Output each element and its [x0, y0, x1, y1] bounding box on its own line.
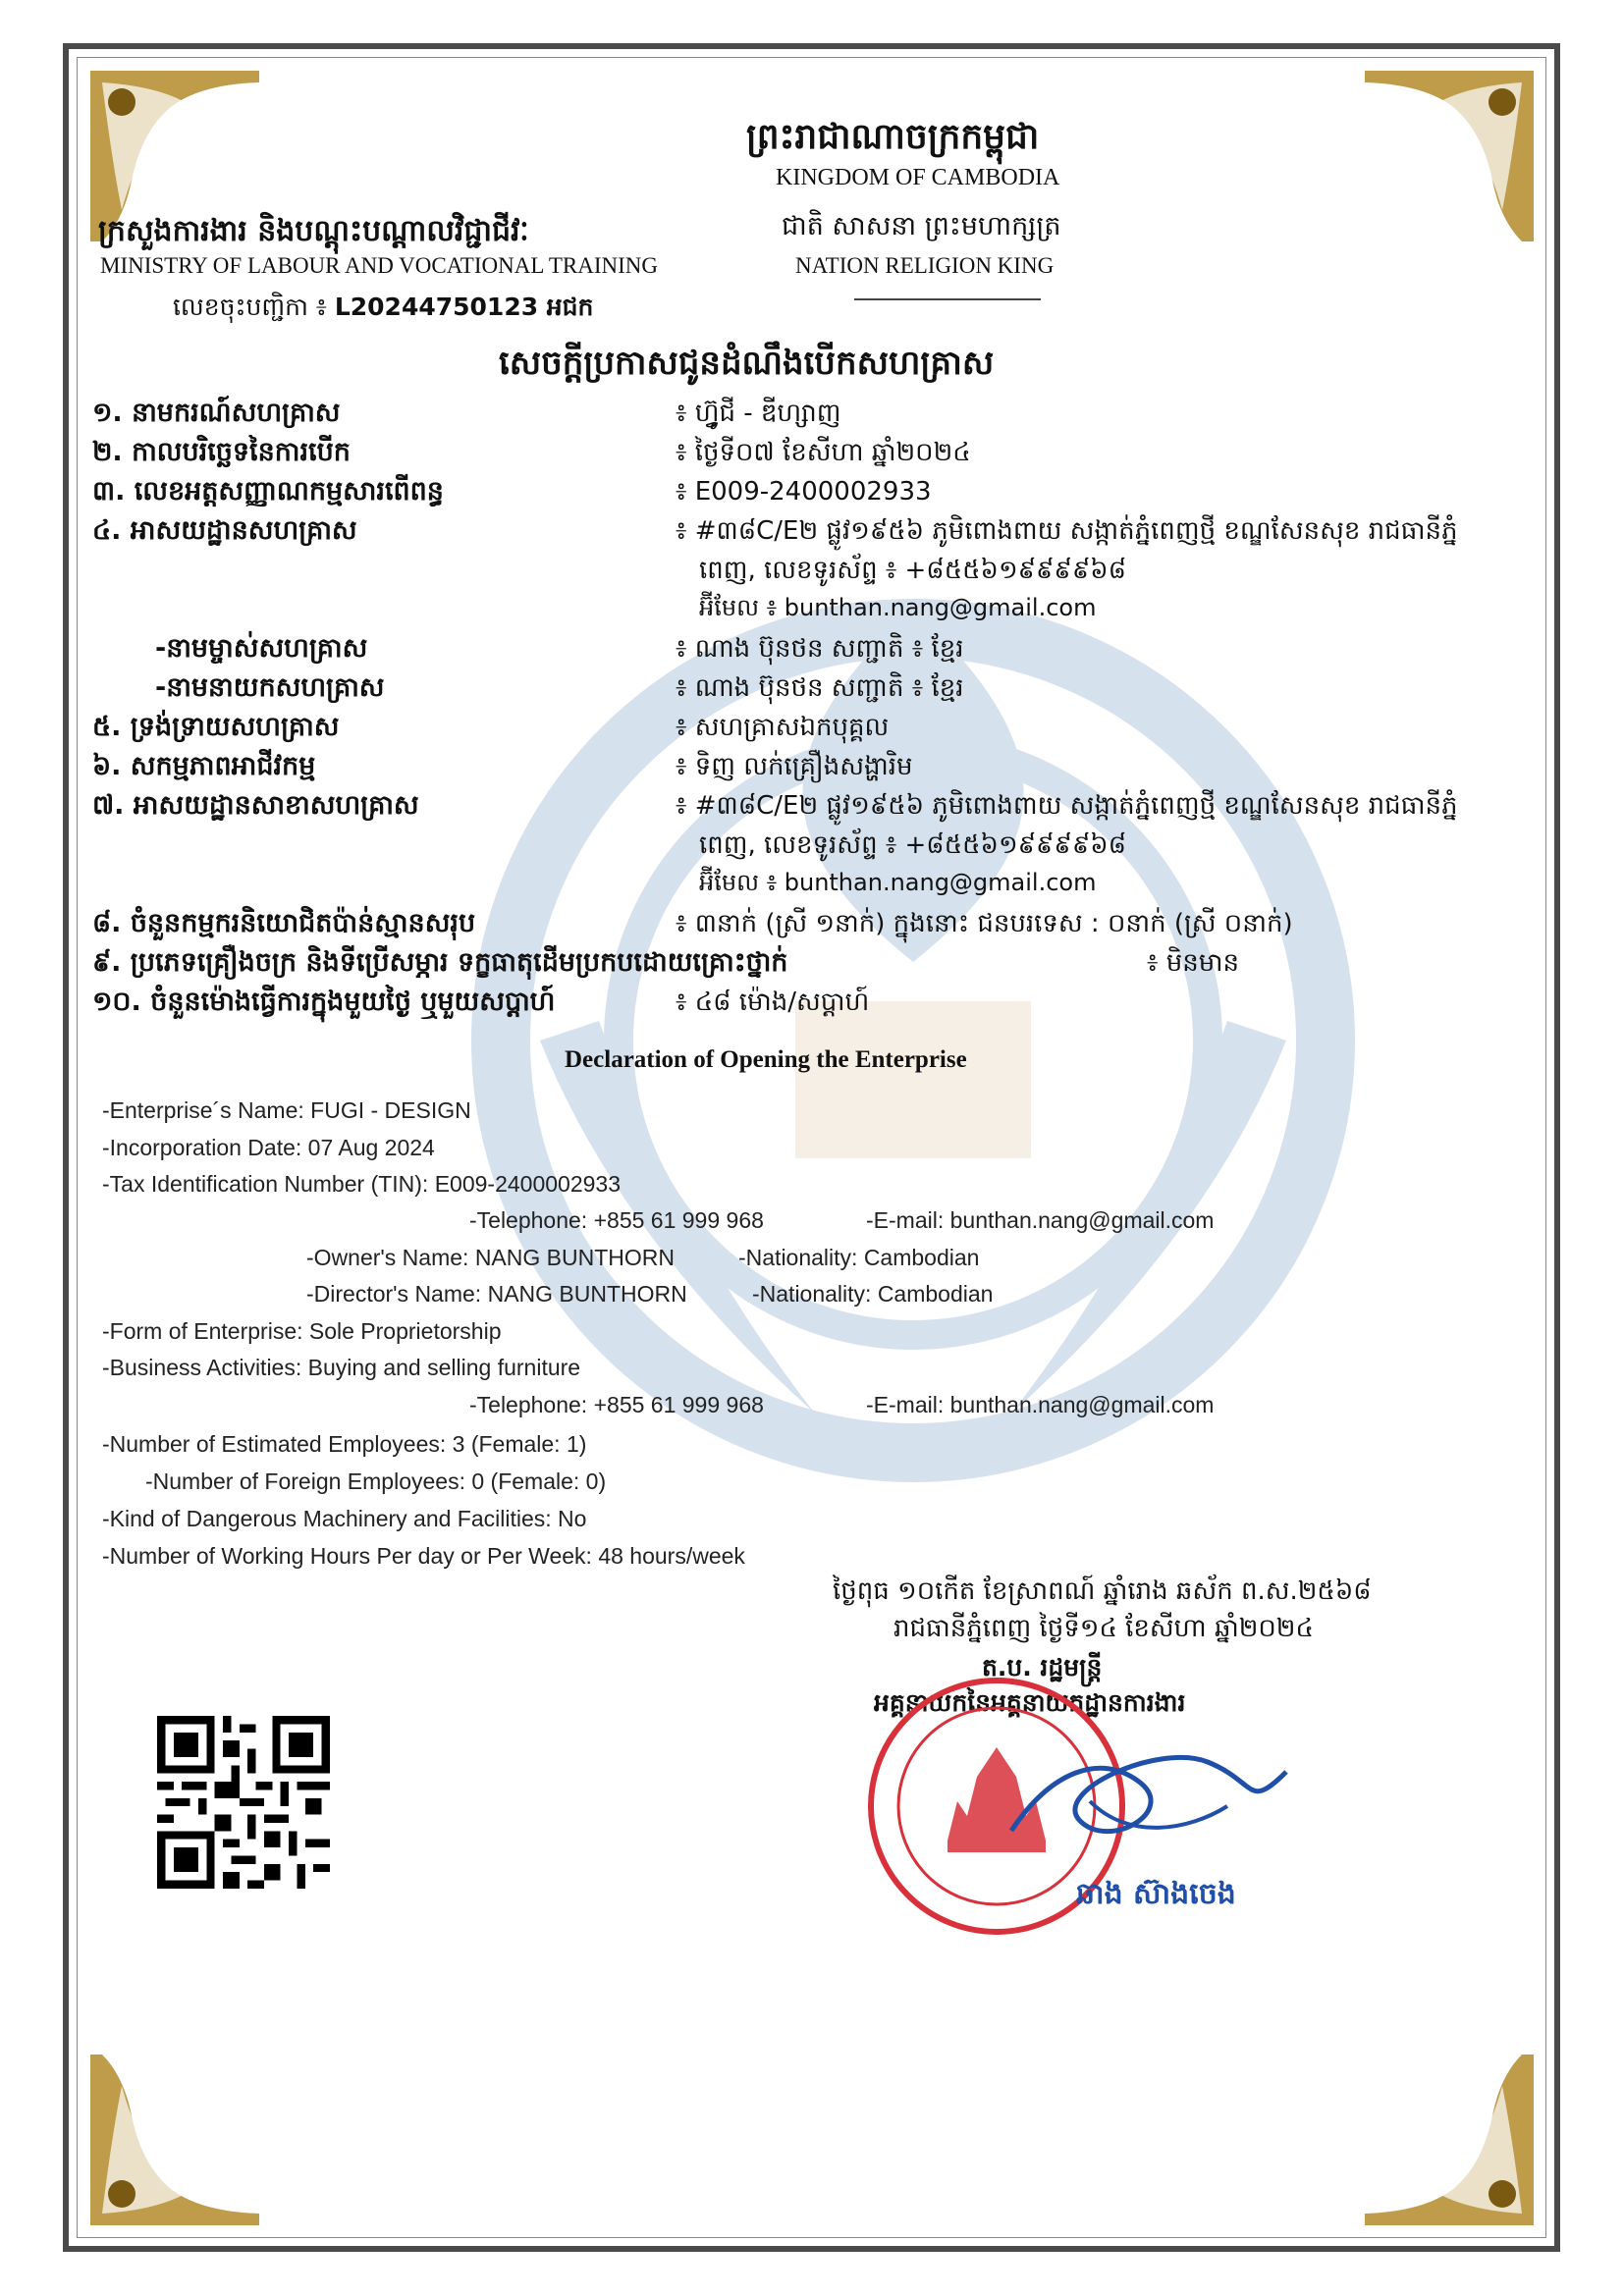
- row-label: ៦. សកម្មភាពអាជីវកម្ម: [92, 751, 316, 781]
- row-value: ៖ ៤៨ ម៉ោង/សប្តាហ៍: [676, 988, 870, 1017]
- row-label: ១០. ចំនួនម៉ោងធ្វើការក្នុងមួយថ្ងៃ ឬមួយសប្តាហ៍: [92, 987, 556, 1017]
- english-foreign-employees: -Number of Foreign Employees: 0 (Female: 0): [145, 1468, 607, 1494]
- row-label: ៤. អាសយដ្ឋានសហគ្រាស: [92, 515, 357, 546]
- registration-value: L20244750123 អជក: [334, 293, 594, 321]
- kingdom-kh: ព្រះរាជាណាចក្រកម្ពុជា: [746, 117, 1040, 157]
- english-email-1: -E-mail: bunthan.nang@gmail.com: [866, 1207, 1215, 1233]
- row-value: ៖ ណាង ប៊ុនថន សញ្ជាតិ ៖ ខ្មែរ: [676, 673, 964, 703]
- row-value: ៖ #៣៨C/E២ ផ្លូវ១៩៥៦ ភូមិពោងពាយ សង្កាត់ភ្នំពេញថ្មី ខណ្ឌសែនសុខ រាជធានីភ្នំ: [676, 516, 1458, 546]
- row-value: ៖ ថ្ងៃទី០៧ ខែសីហា ឆ្នាំ២០២៤: [676, 438, 971, 467]
- row-value-line-2: ពេញ, លេខទូរស័ព្ទ ៖ +៨៥៥៦១៩៩៩៩៦៨: [699, 556, 1127, 585]
- english-date: -Incorporation Date: 07 Aug 2024: [102, 1135, 435, 1160]
- row-value: ៖ ហ្វ៊ូជី - ឌីហ្សាញ: [676, 399, 841, 428]
- ministry-kh: ក្រសួងការងារ និងបណ្តុះបណ្តាលវិជ្ជាជីវៈ: [98, 214, 529, 248]
- motto-divider: [854, 298, 1041, 300]
- signer-name: ឆាង ស៊ាងចេង: [1076, 1877, 1236, 1911]
- row-value: ៖ ណាង ប៊ុនថន សញ្ជាតិ ៖ ខ្មែរ: [676, 634, 964, 664]
- ornament-bottom-right: [1355, 2047, 1542, 2233]
- row-label: -នាមម្ចាស់សហគ្រាស: [155, 633, 368, 664]
- registration-label: លេខចុះបញ្ជិកា ៖: [173, 293, 327, 321]
- row-label: ៧. អាសយដ្ឋានសាខាសហគ្រាស: [92, 790, 419, 821]
- row-value: ៖ #៣៨C/E២ ផ្លូវ១៩៥៦ ភូមិពោងពាយ សង្កាត់ភ្នំពេញថ្មី ខណ្ឌសែនសុខ រាជធានីភ្នំ: [676, 791, 1458, 821]
- row-value: ៖ E009-2400002933: [676, 477, 932, 507]
- ministry-en: MINISTRY OF LABOUR AND VOCATIONAL TRAINING: [100, 253, 658, 278]
- row-value-line-3: អ៊ីមែល ៖ bunthan.nang@gmail.com: [699, 594, 1097, 621]
- row-label: -នាមនាយកសហគ្រាស: [155, 672, 385, 703]
- signature: [992, 1713, 1306, 1870]
- english-telephone-1: -Telephone: +855 61 999 968: [469, 1207, 764, 1233]
- english-telephone-2: -Telephone: +855 61 999 968: [469, 1392, 764, 1417]
- english-owner-nationality: -Nationality: Cambodian: [738, 1245, 980, 1270]
- row-label: ៨. ចំនួនកម្មករនិយោជិតប៉ាន់ស្មានសរុប: [92, 908, 476, 938]
- english-name: -Enterprise´s Name: FUGI - DESIGN: [102, 1097, 471, 1123]
- english-director-nationality: -Nationality: Cambodian: [752, 1281, 994, 1307]
- row-value-line-2: ពេញ, លេខទូរស័ព្ទ ៖ +៨៥៥៦១៩៩៩៩៦៨: [699, 830, 1127, 860]
- row-label: ៥. ទ្រង់ទ្រាយសហគ្រាស: [92, 712, 340, 742]
- for-minister: ត.ប. រដ្ឋមន្ត្រី: [982, 1653, 1103, 1682]
- english-form: -Form of Enterprise: Sole Proprietorship: [102, 1318, 502, 1344]
- row-value: ៖ សហគ្រាសឯកបុគ្គល: [676, 713, 890, 742]
- signer-position: អគ្គនាយកនៃអគ្គនាយកដ្ឋានការងារ: [874, 1688, 1186, 1717]
- row-label: ៩. ប្រភេទគ្រឿងចក្រ និងទីប្រើសម្ភារ ទក្ខធាតុដើមប្រកបដោយគ្រោះថ្នាក់: [92, 947, 788, 978]
- english-hours: -Number of Working Hours Per day or Per Week: 48 hours/week: [102, 1543, 745, 1569]
- english-director: -Director's Name: NANG BUNTHORN: [306, 1281, 687, 1307]
- motto-kh: ជាតិ សាសនា ព្រះមហាក្សត្រ: [782, 211, 1061, 241]
- english-employees: -Number of Estimated Employees: 3 (Female: 1): [102, 1431, 587, 1457]
- english-email-2: -E-mail: bunthan.nang@gmail.com: [866, 1392, 1215, 1417]
- title-kh: សេចក្តីប្រកាសជូនដំណឹងបើកសហគ្រាស: [499, 344, 995, 383]
- ornament-bottom-left: [82, 2047, 269, 2233]
- row-value: ៖ ទិញ លក់គ្រឿងសង្ហារិម: [676, 752, 913, 781]
- ornament-top-right: [1355, 63, 1542, 249]
- english-tin: -Tax Identification Number (TIN): E009-2400002933: [102, 1171, 622, 1197]
- city-date: រាជធានីភ្នំពេញ ថ្ងៃទី១៤ ខែសីហា ឆ្នាំ២០២៤: [893, 1614, 1314, 1643]
- kingdom-en: KINGDOM OF CAMBODIA: [776, 165, 1060, 190]
- english-title: Declaration of Opening the Enterprise: [565, 1046, 967, 1073]
- english-owner: -Owner's Name: NANG BUNTHORN: [306, 1245, 675, 1270]
- row-value: ៖ ៣នាក់ (ស្រី ១នាក់) ក្នុងនោះ ជនបរទេស : ០នាក់ (ស្រី ០នាក់): [676, 909, 1293, 938]
- motto-en: NATION RELIGION KING: [795, 253, 1055, 278]
- row-value: ៖ មិនមាន: [1147, 948, 1239, 978]
- qr-code: [157, 1716, 330, 1889]
- registration-number: [173, 293, 593, 328]
- english-activities: -Business Activities: Buying and selling furniture: [102, 1355, 581, 1380]
- row-label: ១. នាមករណ៍សហគ្រាស: [92, 398, 341, 428]
- row-label: ២. កាលបរិច្ឆេទនៃការបើក: [92, 437, 351, 467]
- lunar-date: ថ្ងៃពុធ ១០កើត ខែស្រាពណ៍ ឆ្នាំរោង ឆស័ក ព.ស.២៥៦៨: [833, 1576, 1372, 1606]
- row-value-line-3: អ៊ីមែល ៖ bunthan.nang@gmail.com: [699, 869, 1097, 896]
- english-machinery: -Kind of Dangerous Machinery and Facilities: No: [102, 1506, 587, 1531]
- row-label: ៣. លេខអត្តសញ្ញាណកម្មសារពើពន្ធ: [92, 476, 444, 507]
